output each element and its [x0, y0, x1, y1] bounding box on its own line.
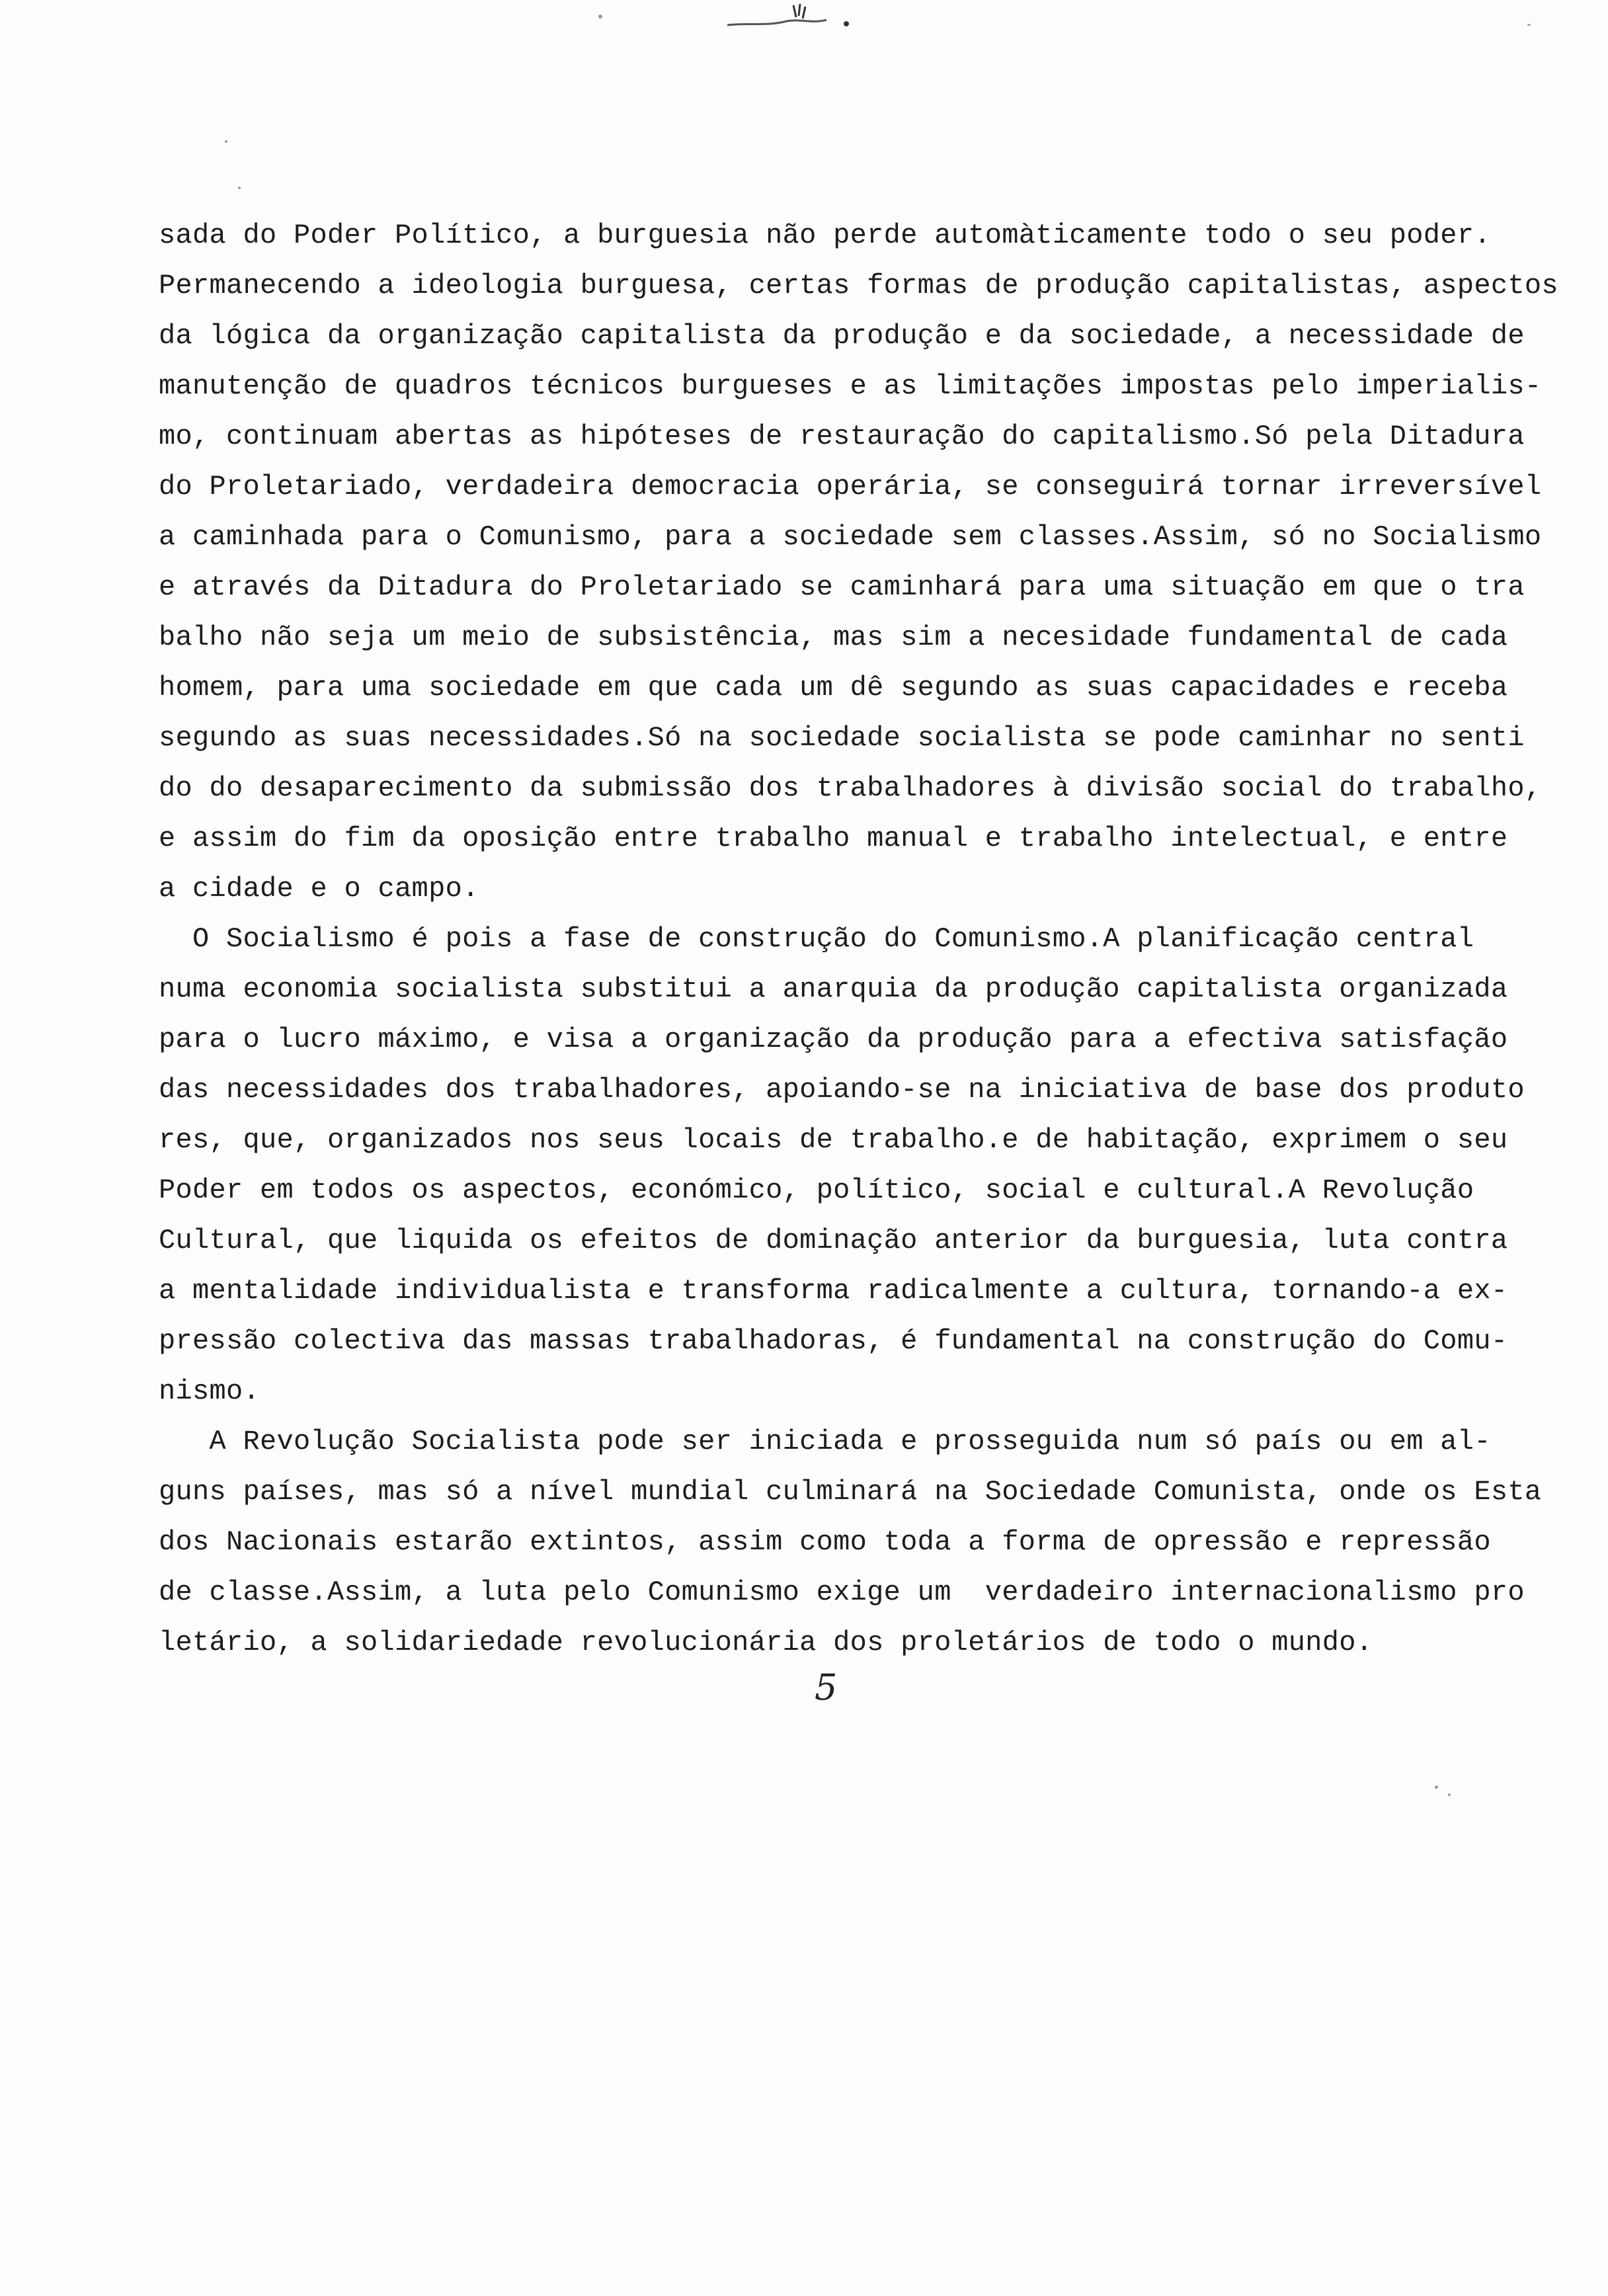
- text-line: de classe.Assim, a luta pelo Comunismo exige um verdadeiro internacionalismo pro: [159, 1577, 1525, 1608]
- text-line: numa economia socialista substitui a anarquia da produção capitalista organizada: [159, 973, 1508, 1005]
- text-line: manutenção de quadros técnicos burgueses e as limitações impostas pelo imperialis-: [159, 370, 1542, 402]
- body-text: [159, 210, 1558, 1668]
- scan-speck: [1448, 1793, 1451, 1796]
- text-line: sada do Poder Político, a burguesia não perde automàticamente todo o seu poder.: [159, 220, 1491, 251]
- text-line: do Proletariado, verdadeira democracia operária, se conseguirá tornar irreversível: [159, 471, 1542, 503]
- page-number: 5: [815, 1666, 838, 1708]
- text-line: do do desaparecimento da submissão dos trabalhadores à divisão social do trabalho,: [159, 772, 1542, 804]
- scan-speck: [598, 15, 602, 19]
- text-line: das necessidades dos trabalhadores, apoiando-se na iniciativa de base dos produto: [159, 1074, 1525, 1106]
- text-line: homem, para uma sociedade em que cada um dê segundo as suas capacidades e receba: [159, 672, 1508, 704]
- text-line: letário, a solidariedade revolucionária dos proletários de todo o mundo.: [159, 1627, 1373, 1659]
- text-line: balho não seja um meio de subsistência, mas sim a necesidade fundamental de cada: [159, 622, 1508, 653]
- text-line: nismo.: [159, 1375, 261, 1407]
- text-line: segundo as suas necessidades.Só na sociedade socialista se pode caminhar no senti: [159, 722, 1525, 754]
- text-line: A Revolução Socialista pode ser iniciada e prosseguida num só país ou em al-: [159, 1426, 1491, 1457]
- text-line: res, que, organizados nos seus locais de trabalho.e de habitação, exprimem o seu: [159, 1124, 1508, 1156]
- text-line: Permanecendo a ideologia burguesa, certas formas de produção capitalistas, aspectos: [159, 270, 1558, 302]
- text-line: Poder em todos os aspectos, económico, político, social e cultural.A Revolução: [159, 1174, 1474, 1206]
- text-line: a mentalidade individualista e transforma radicalmente a cultura, tornando-a ex-: [159, 1275, 1508, 1307]
- text-line: O Socialismo é pois a fase de construção do Comunismo.A planificação central: [159, 923, 1474, 955]
- text-line: Cultural, que liquida os efeitos de dominação anterior da burguesia, luta contra: [159, 1225, 1508, 1256]
- text-line: da lógica da organização capitalista da produção e da sociedade, a necessidade de: [159, 320, 1525, 352]
- scan-speck: [238, 186, 241, 189]
- text-line: e através da Ditadura do Proletariado se caminhará para uma situação em que o tra: [159, 571, 1525, 603]
- scan-speck: [225, 140, 227, 143]
- scan-speck: [1435, 1785, 1438, 1789]
- text-line: pressão colectiva das massas trabalhadoras, é fundamental na construção do Comu-: [159, 1325, 1508, 1357]
- text-line: a caminhada para o Comunismo, para a sociedade sem classes.Assim, só no Socialismo: [159, 521, 1542, 553]
- text-line: para o lucro máximo, e visa a organização da produção para a efectiva satisfação: [159, 1024, 1508, 1055]
- header-scan-mark-icon: [714, 0, 873, 32]
- text-line: a cidade e o campo.: [159, 873, 479, 905]
- text-line: e assim do fim da oposição entre trabalho manual e trabalho intelectual, e entre: [159, 823, 1508, 854]
- text-line: dos Nacionais estarão extintos, assim como toda a forma de opressão e repressão: [159, 1526, 1491, 1558]
- text-line: mo, continuam abertas as hipóteses de restauração do capitalismo.Só pela Ditadura: [159, 421, 1525, 452]
- text-line: guns países, mas só a nível mundial culminará na Sociedade Comunista, onde os Esta: [159, 1476, 1542, 1508]
- scan-speck: [1527, 24, 1531, 26]
